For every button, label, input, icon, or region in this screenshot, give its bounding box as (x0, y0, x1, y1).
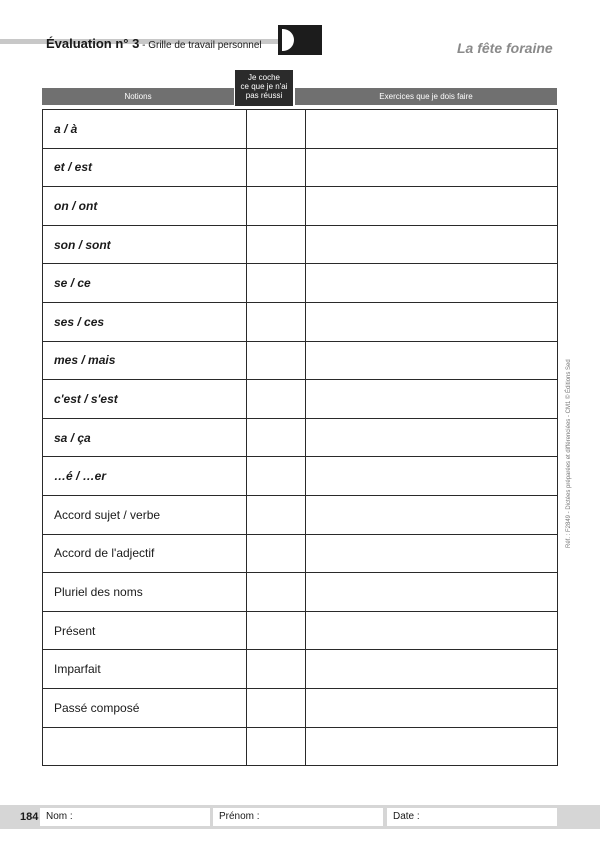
notion-label: sa / ça (43, 418, 247, 457)
check-cell[interactable] (247, 457, 306, 496)
check-cell[interactable] (247, 727, 306, 766)
notion-label: …é / …er (43, 457, 247, 496)
page-number: 184 (20, 811, 39, 823)
page-title (46, 36, 262, 51)
exercise-cell[interactable] (306, 341, 558, 380)
check-cell[interactable] (247, 418, 306, 457)
footer-bar (0, 805, 600, 829)
exercise-cell[interactable] (306, 650, 558, 689)
notion-label: Présent (43, 611, 247, 650)
check-cell[interactable] (247, 302, 306, 341)
notion-label: c'est / s'est (43, 380, 247, 419)
exercise-cell[interactable] (306, 110, 558, 149)
exercise-cell[interactable] (306, 225, 558, 264)
exercise-cell[interactable] (306, 534, 558, 573)
grid-row (43, 148, 558, 187)
check-cell[interactable] (247, 264, 306, 303)
check-cell[interactable] (247, 573, 306, 612)
check-cell[interactable] (247, 187, 306, 226)
check-cell[interactable] (247, 110, 306, 149)
side-reference: Réf. : F2849 - Dictées préparées et différenciées - CM1 © Éditions Sed (566, 359, 572, 548)
notion-label: son / sont (43, 225, 247, 264)
grid-row (43, 457, 558, 496)
name-field[interactable]: Nom : (40, 808, 210, 826)
check-column-header (235, 70, 293, 106)
grid-row (43, 611, 558, 650)
notion-label: Imparfait (43, 650, 247, 689)
grid-row (43, 187, 558, 226)
grid-row (43, 341, 558, 380)
theme-title: La fête foraine (457, 40, 553, 56)
exercise-cell[interactable] (306, 688, 558, 727)
exercise-cell[interactable] (306, 302, 558, 341)
notion-label: Passé composé (43, 688, 247, 727)
check-cell[interactable] (247, 341, 306, 380)
check-header-line: pas réussi (245, 91, 283, 100)
check-header-line: Je coche (247, 73, 281, 82)
notion-label: et / est (43, 148, 247, 187)
check-cell[interactable] (247, 495, 306, 534)
exercise-cell[interactable] (306, 418, 558, 457)
notion-label (43, 727, 247, 766)
exercise-cell[interactable] (306, 457, 558, 496)
date-field[interactable]: Date : (387, 808, 557, 826)
grid-row (43, 110, 558, 149)
grid-row (43, 573, 558, 612)
notion-label: a / à (43, 110, 247, 149)
check-cell[interactable] (247, 688, 306, 727)
header-tab (278, 25, 322, 55)
grid-row (43, 495, 558, 534)
check-cell[interactable] (247, 611, 306, 650)
grid-row (43, 225, 558, 264)
tab-notch (282, 29, 294, 51)
grid-row (43, 380, 558, 419)
notion-label: Accord sujet / verbe (43, 495, 247, 534)
notion-label: ses / ces (43, 302, 247, 341)
check-cell[interactable] (247, 380, 306, 419)
notion-label: Accord de l'adjectif (43, 534, 247, 573)
exercise-cell[interactable] (306, 187, 558, 226)
evaluation-subtitle: - Grille de travail personnel (139, 40, 262, 51)
grid-row (43, 534, 558, 573)
grid-row (43, 418, 558, 457)
first-name-field[interactable]: Prénom : (213, 808, 383, 826)
exercise-cell[interactable] (306, 611, 558, 650)
grid-row (43, 264, 558, 303)
check-cell[interactable] (247, 148, 306, 187)
grid-row (43, 650, 558, 689)
grid-row (43, 727, 558, 766)
exercises-column-header: Exercices que je dois faire (295, 88, 557, 105)
check-cell[interactable] (247, 225, 306, 264)
evaluation-grid (42, 109, 558, 766)
notion-label: mes / mais (43, 341, 247, 380)
exercise-cell[interactable] (306, 380, 558, 419)
grid-row (43, 688, 558, 727)
check-header-line: ce que je n'ai (240, 82, 288, 91)
check-cell[interactable] (247, 534, 306, 573)
exercise-cell[interactable] (306, 495, 558, 534)
exercise-cell[interactable] (306, 727, 558, 766)
exercise-cell[interactable] (306, 148, 558, 187)
evaluation-number: Évaluation n° 3 (46, 36, 140, 51)
check-cell[interactable] (247, 650, 306, 689)
exercise-cell[interactable] (306, 264, 558, 303)
notion-label: se / ce (43, 264, 247, 303)
grid-row (43, 302, 558, 341)
exercise-cell[interactable] (306, 573, 558, 612)
notions-column-header: Notions (42, 88, 234, 105)
notion-label: on / ont (43, 187, 247, 226)
notion-label: Pluriel des noms (43, 573, 247, 612)
